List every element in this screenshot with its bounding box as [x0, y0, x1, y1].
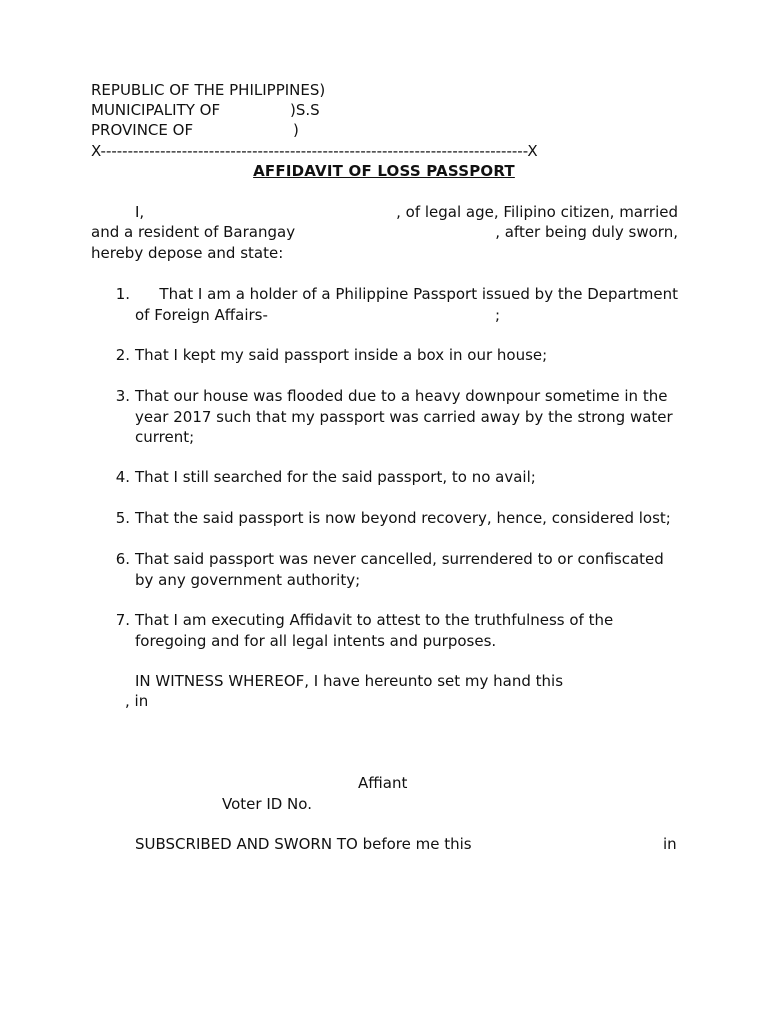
list-item-text: foregoing and for all legal intents and purposes. — [135, 631, 497, 650]
list-item-number: 4. — [115, 468, 130, 486]
list-item-text: That our house was flooded due to a heavy downpour sometime in the — [135, 387, 668, 405]
header-province-label: PROVINCE OF — [91, 121, 194, 139]
subscribed-in: in — [663, 835, 677, 853]
witness-place: , in — [125, 692, 149, 710]
list-item-text: That I still searched for the said passport, to no avail; — [135, 468, 536, 486]
header-municipality-suffix: )S.S — [290, 101, 320, 119]
list-item-text: of Foreign Affairs- — [135, 305, 268, 324]
header-republic: REPUBLIC OF THE PHILIPPINES) — [91, 81, 326, 99]
voter-id-label: Voter ID No. — [222, 795, 312, 813]
list-item-text: current; — [135, 428, 195, 446]
list-item-text: That I am a holder of a Philippine Passport issued by the Department — [159, 285, 678, 303]
list-item-text: ; — [495, 305, 501, 324]
header-municipality-label: MUNICIPALITY OF — [91, 101, 221, 119]
list-item-number: 6. — [115, 550, 130, 568]
header-province-suffix: ) — [293, 121, 299, 139]
list-item-text: That the said passport is now beyond recovery, hence, considered lost; — [135, 509, 671, 527]
subscribed-clause: SUBSCRIBED AND SWORN TO before me this — [135, 835, 472, 853]
intro-depose: hereby depose and state: — [91, 244, 284, 262]
list-item-text: That said passport was never cancelled, surrendered to or confiscated — [135, 550, 664, 568]
witness-clause: IN WITNESS WHEREOF, I have hereunto set my hand this — [135, 672, 564, 690]
header-municipality — [91, 100, 220, 121]
affiant-label: Affiant — [358, 774, 408, 792]
document-title: AFFIDAVIT OF LOSS PASSPORT — [253, 162, 515, 180]
list-item-number: 2. — [115, 346, 130, 364]
intro-after-name: , of legal age, Filipino citizen, married — [396, 203, 678, 221]
intro-sworn: , after being duly sworn, — [495, 223, 678, 241]
intro-i: I, — [135, 203, 145, 221]
list-item-text: That I kept my said passport inside a box in our house; — [135, 346, 548, 364]
list-item-number: 5. — [115, 509, 130, 527]
list-item-text: That I am executing Affidavit to attest to the truthfulness of the — [135, 611, 614, 629]
list-item-text: by any government authority; — [135, 570, 361, 589]
list-item-number: 7. — [115, 611, 130, 629]
intro-barangay-label: and a resident of Barangay — [91, 223, 296, 241]
header-separator: X-------------------------------------------------------------------------------X — [91, 142, 538, 160]
list-item-number: 1. — [115, 285, 130, 303]
list-item-text: year 2017 such that my passport was carried away by the strong water — [135, 407, 673, 426]
list-item-number: 3. — [115, 387, 130, 405]
